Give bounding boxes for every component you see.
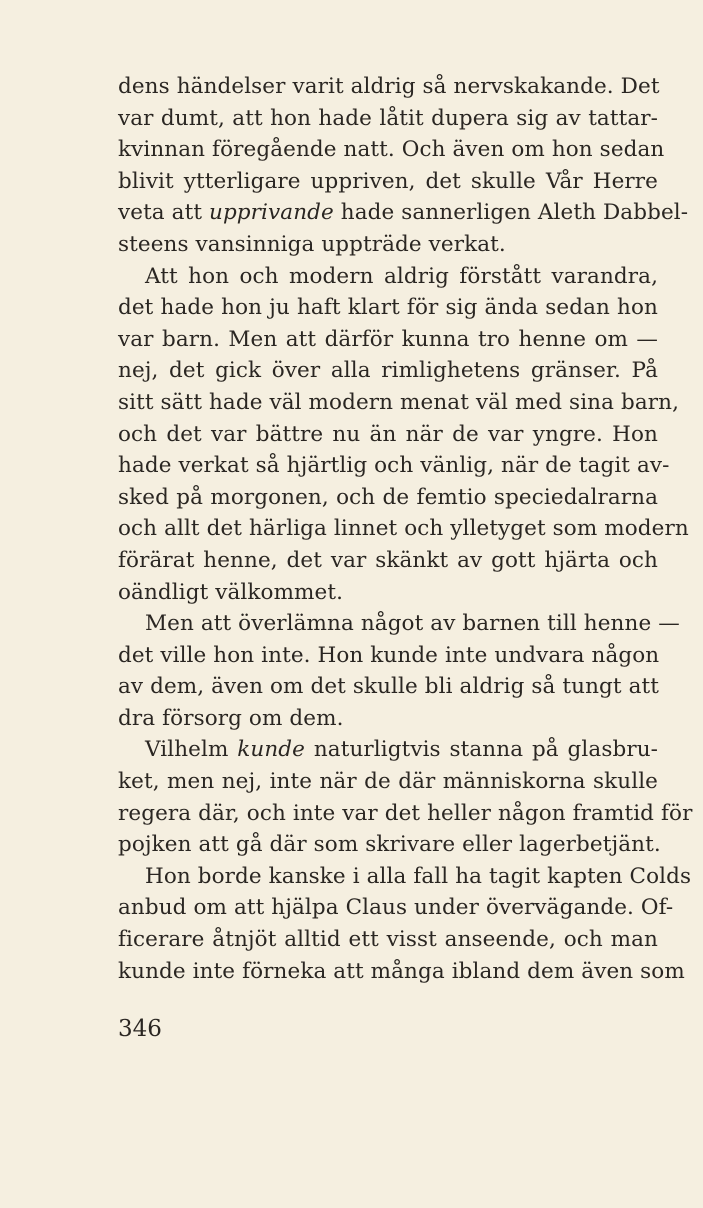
text-line: kunde inte förneka att många ibland dem även som <box>118 958 685 984</box>
text-line: oändligt välkommet. <box>118 579 344 605</box>
text-line: och det var bättre nu än när de var yngre. Hon <box>118 421 658 447</box>
text-line: var barn. Men att därför kunna tro henne om — <box>118 326 658 352</box>
page-body <box>118 71 693 987</box>
text-line: nej, det gick över alla rimlighetens gränser. På <box>118 358 658 384</box>
paragraph <box>118 861 692 987</box>
text-line: ficerare åtnjöt alltid ett visst anseende, och man <box>118 927 658 953</box>
text-line: dra försorg om dem. <box>118 705 344 731</box>
paragraph <box>118 71 689 261</box>
page-number: 346 <box>118 1016 162 1042</box>
text-segment: Vilhelm <box>145 737 238 763</box>
text-line: anbud om att hjälpa Claus under övervägande. Of- <box>118 895 674 921</box>
italic-word: kunde <box>237 737 305 763</box>
text-line: steens vansinniga uppträde verkat. <box>118 231 506 257</box>
text-line: kvinnan föregående natt. Och även om hon sedan <box>118 137 665 163</box>
italic-word: upprivande <box>209 200 334 226</box>
text-line: pojken att gå där som skrivare eller lagerbetjänt. <box>118 832 661 858</box>
text-line: och allt det härliga linnet och ylletyget som modern <box>118 516 689 542</box>
text-line: blivit ytterligare uppriven, det skulle Vår Herre <box>118 168 658 194</box>
text-line: det ville hon inte. Hon kunde inte undvara någon <box>118 642 660 668</box>
text-line: var dumt, att hon hade låtit dupera sig av tattar- <box>118 105 658 131</box>
text-line: regera där, och inte var det heller någon framtid för <box>118 800 693 826</box>
text-line: Hon borde kanske i alla fall ha tagit kapten Colds <box>145 863 692 889</box>
text-line: det hade hon ju haft klart för sig ända sedan hon <box>118 295 658 321</box>
text-line <box>118 734 658 766</box>
paragraph <box>118 734 693 860</box>
text-line <box>118 197 689 229</box>
text-line: av dem, även om det skulle bli aldrig så tungt att <box>118 674 659 700</box>
paragraph <box>118 261 689 609</box>
text-segment: hade sannerligen Aleth Dabbel- <box>333 200 689 226</box>
text-line: sitt sätt hade väl modern menat väl med sina barn, <box>118 389 680 415</box>
text-segment: veta att <box>118 200 209 226</box>
text-line: sked på morgonen, och de femtio speciedalrarna <box>118 484 658 510</box>
text-line: ket, men nej, inte när de där människorna skulle <box>118 769 658 795</box>
text-segment: naturligtvis stanna på glasbru- <box>305 737 659 763</box>
text-line: dens händelser varit aldrig så nervskakande. Det <box>118 74 660 99</box>
text-line: Men att överlämna något av barnen till henne — <box>145 611 680 637</box>
text-line: hade verkat så hjärtlig och vänlig, när de tagit av- <box>118 453 670 479</box>
paragraph <box>118 608 680 734</box>
text-line: förärat henne, det var skänkt av gott hjärta och <box>118 547 658 573</box>
text-line: Att hon och modern aldrig förstått varandra, <box>145 263 658 289</box>
